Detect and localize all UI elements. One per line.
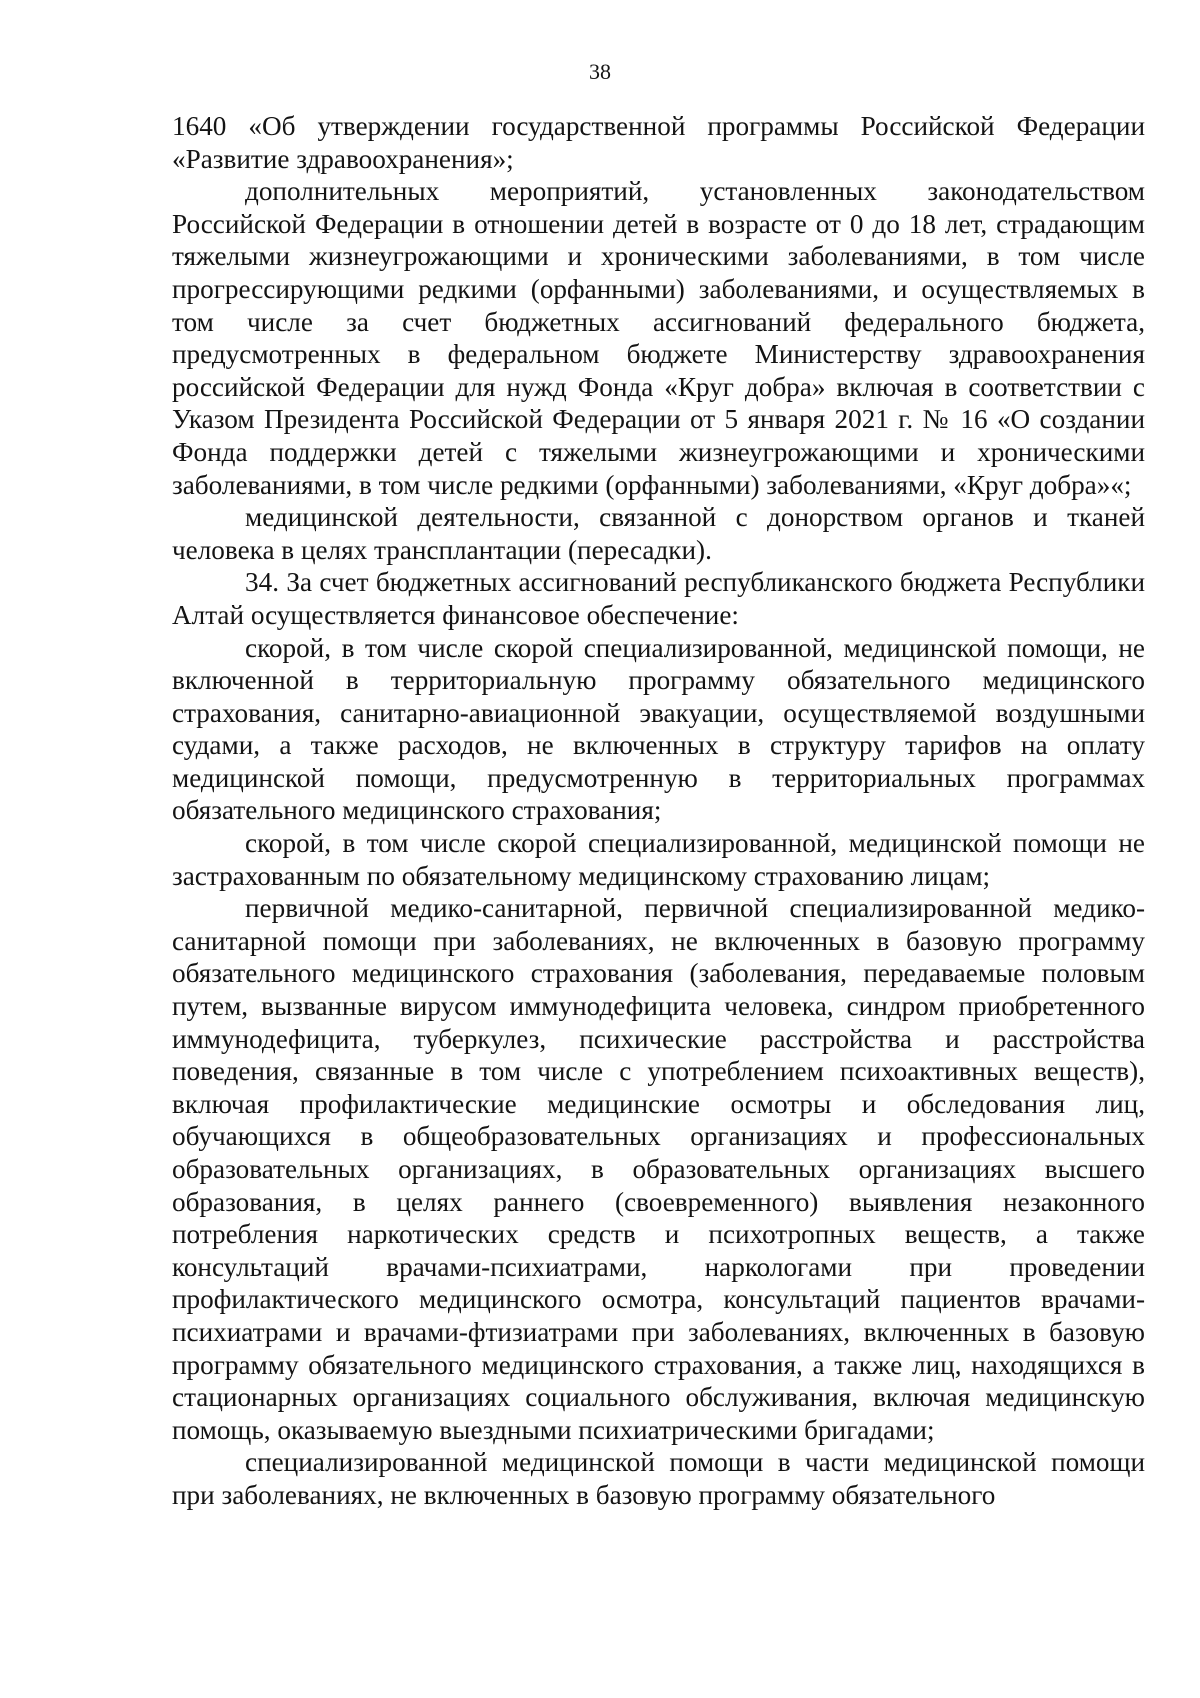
paragraph-additional-measures: дополнительных мероприятий, установленных законодательством Российской Федерации в отношении детей в возрасте от 0 до 18 лет, страдающим тяжелыми жизнеугрожающими и хроническими заболеваниями, в том числе прогрессирующими редкими (орфанными) заболеваниями, и осуществляемых в том числе за счет бюджетных ассигнований федерального бюджета, предусмотренных в федеральном бюджете Министерству здравоохранения российской Федерации для нужд Фонда «Круг добра» включая в соответствии с Указом Президента Российской Федерации от 5 января 2021 г. № 16 «О создании Фонда поддержки детей с тяжелыми жизнеугрожающими и хроническими заболеваниями, в том числе редкими (орфанными) заболеваниями, «Круг добра»«; xyxy=(172,176,1145,500)
paragraph-primary-care: первичной медико-санитарной, первичной специализированной медико-санитарной помощи при заболеваниях, не включенных в базовую программу обязательного медицинского страхования (заболевания, передаваемые половым путем, вызванные вирусом иммунодефицита человека, синдром приобретенного иммунодефицита, туберкулез, психические расстройства и расстройства поведения, связанные в том числе с употреблением психоактивных веществ), включая профилактические медицинские осмотры и обследования лиц, обучающихся в общеобразовательных организациях и профессиональных образовательных организациях, в образовательных организациях высшего образования, в целях раннего (своевременного) выявления незаконного потребления наркотических средств и психотропных веществ, а также консультаций врачами-психиатрами, наркологами при проведении профилактического медицинского осмотра, консультаций пациентов врачами-психиатрами и врачами-фтизиатрами при заболеваниях, включенных в базовую программу обязательного медицинского страхования, а также лиц, находящихся в стационарных организациях социального обслуживания, включая медицинскую помощь, оказываемую выездными психиатрическими бригадами; xyxy=(172,893,1145,1445)
paragraph-program-reference: 1640 «Об утверждении государственной программы Российской Федерации «Развитие здравоохранения»; xyxy=(172,111,1145,174)
paragraph-emergency-uninsured: скорой, в том числе скорой специализированной, медицинской помощи не застрахованным по обязательному медицинскому страхованию лицам; xyxy=(172,828,1145,891)
paragraph-section-34: 34. За счет бюджетных ассигнований республиканского бюджета Республики Алтай осуществляется финансовое обеспечение: xyxy=(172,567,1145,630)
page-number: 38 xyxy=(589,59,611,84)
document-body xyxy=(172,110,1145,1512)
paragraph-emergency-care: скорой, в том числе скорой специализированной, медицинской помощи, не включенной в территориальную программу обязательного медицинского страхования, санитарно-авиационной эвакуации, осуществляемой воздушными судами, а также расходов, не включенных в структуру тарифов на оплату медицинской помощи, предусмотренную в территориальных программах обязательного медицинского страхования; xyxy=(172,632,1145,826)
paragraph-donation-activity: медицинской деятельности, связанной с донорством органов и тканей человека в целях трансплантации (пересадки). xyxy=(172,502,1145,565)
paragraph-specialized-care: специализированной медицинской помощи в части медицинской помощи при заболеваниях, не включенных в базовую программу обязательного xyxy=(172,1447,1145,1510)
